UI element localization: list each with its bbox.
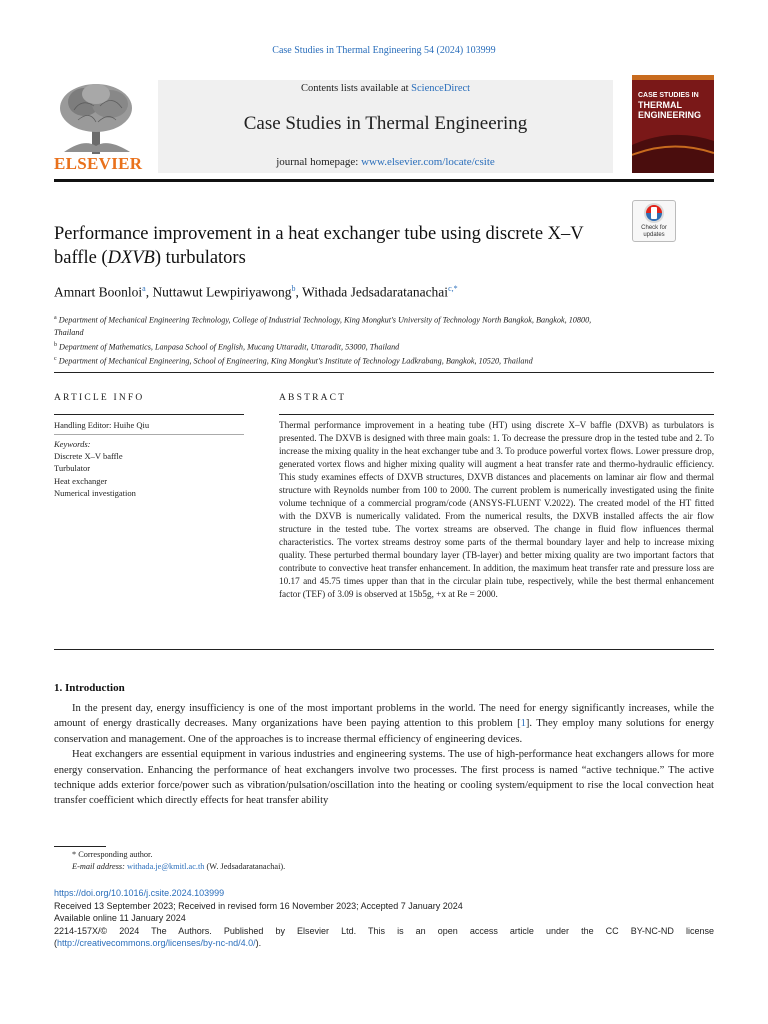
received-dates: Received 13 September 2023; Received in revised form 16 November 2023; Accepted 7 January 2024 bbox=[54, 900, 463, 911]
email-owner: (W. Jedsadaratanachai). bbox=[204, 861, 286, 871]
paragraph-text: In the present day, energy insufficiency is one of the most important problems in the world. The need for energy significantly increases, while the amount of energy drastically decreases. Many organizations have been paying attention to this problem [ bbox=[54, 703, 714, 730]
abstract-heading: ABSTRACT bbox=[279, 393, 347, 403]
article-info-heading: ARTICLE INFO bbox=[54, 393, 145, 403]
handling-editor: Handling Editor: Huihe Qiu bbox=[54, 420, 150, 430]
crossmark-icon bbox=[633, 201, 675, 225]
section-divider bbox=[54, 372, 714, 373]
sciencedirect-link[interactable]: ScienceDirect bbox=[411, 83, 471, 94]
keyword-item: Discrete X–V baffle bbox=[54, 451, 123, 462]
article-title-text-2: ) turbulators bbox=[154, 248, 246, 268]
affiliation-marker: c bbox=[54, 356, 57, 363]
elsevier-logo[interactable] bbox=[54, 80, 143, 176]
affiliations bbox=[54, 312, 614, 368]
keyword-item: Heat exchanger bbox=[54, 475, 108, 486]
check-for-updates-button[interactable] bbox=[632, 200, 676, 242]
affiliation-marker: b bbox=[54, 341, 57, 348]
author-name[interactable]: Amnart Boonloi bbox=[54, 284, 143, 300]
journal-cover-image[interactable] bbox=[632, 75, 714, 173]
section-heading-introduction: 1. Introduction bbox=[54, 682, 125, 694]
article-title-text-1: Performance improvement in a heat exchanger tube using discrete X–V baffle ( bbox=[54, 224, 584, 268]
doi-link[interactable]: https://doi.org/10.1016/j.csite.2024.103999 bbox=[54, 888, 225, 898]
body-paragraph bbox=[54, 701, 714, 747]
email-label: E-mail address: bbox=[72, 861, 127, 871]
cover-graphic-icon bbox=[632, 75, 714, 173]
paragraph-text: ]. They employ many solutions for energy conservation and management. One of the approaches is to increase thermal efficiency of engineering devices. bbox=[54, 718, 714, 745]
corresponding-author-note: * Corresponding author. bbox=[72, 850, 153, 859]
footnotes bbox=[54, 849, 654, 872]
elsevier-tree-icon bbox=[54, 80, 140, 156]
license-statement: 2214-157X/© 2024 The Authors. Published by Elsevier Ltd. This is an open access article under the CC BY-NC-ND license bbox=[54, 925, 714, 936]
publication-info bbox=[54, 887, 714, 950]
introduction-body bbox=[54, 701, 714, 809]
article-info-divider bbox=[54, 414, 244, 415]
citation-link[interactable]: 1 bbox=[520, 718, 526, 730]
header-divider bbox=[54, 179, 714, 182]
check-for-updates-label: Check for updates bbox=[641, 225, 667, 238]
author-list: Amnart Boonloi$^a$, Nuttawut Lewpiriyawong$^b$, Withada Jedsadaratanachai$^{c,*}$ bbox=[54, 284, 458, 300]
article-title bbox=[54, 222, 629, 270]
affiliation-text: Department of Mechanical Engineering, School of Engineering, King Mongkut's Institute of Technology Ladkrabang, Bangkok, 10520, Thailand bbox=[58, 357, 533, 367]
cover-title-line-3: ENGINEERING bbox=[638, 110, 702, 120]
abstract-end-divider bbox=[54, 649, 714, 650]
journal-homepage-link[interactable]: www.elsevier.com/locate/csite bbox=[361, 156, 495, 168]
journal-reference[interactable]: Case Studies in Thermal Engineering 54 (2024) 103999 bbox=[272, 45, 496, 56]
keyword-item: Turbulator bbox=[54, 463, 91, 474]
footnote-divider bbox=[54, 846, 106, 847]
available-online: Available online 11 January 2024 bbox=[54, 913, 186, 924]
affiliation-text: Department of Mathematics, Lanpasa School of English, Mucang Uttaradit, Uttaradit, 53000, Thailand bbox=[59, 342, 400, 352]
author-affiliation-marker[interactable]: a bbox=[142, 284, 146, 293]
email-link[interactable]: withada.je@kmitl.ac.th bbox=[127, 861, 205, 871]
contents-prefix: Contents lists available at bbox=[300, 83, 412, 94]
author-affiliation-marker[interactable]: b bbox=[291, 284, 296, 293]
cover-title-line-1: CASE STUDIES IN bbox=[638, 92, 699, 99]
email-note bbox=[54, 861, 654, 873]
homepage-line bbox=[158, 156, 613, 168]
abstract-text: Thermal performance improvement in a heating tube (HT) using discrete X–V baffle (DXVB) as turbulators is presented. The DXVB is designed with three main goals: 1. To decrease the pressure drop in the tested tube and 2. To increase the mixing quality in the heat exchanger tube and 3. To produce powerful vortex flows. Lower pressure drop, generated vortex flows and higher mixing quality will augment a heat transfer rate and thermo-hydraulic efficiency. This study examines effects of DXVB structures, DXVB distances and placements on laminar air flow and thermal structure with Reynolds number from 100 to 2000. The current problem is numerically investigated using the finite volume technique of a commercial program/code (ANSYS-FLUENT V.2022). The created model of the HT fitted with the DXVB is numerically validated. From the numerical results, the DXVB installed affects the air flow structure in the tested tube. The vortex streams are observed. The change in fluid flow influences thermal characteristics. The vortex streams destroy some parts of the thermal boundary layer and help to increase mixing quality. These perturbed thermal boundary layer (TB-layer) and better mixing quality are two important factors that contribute to convective heat transfer enhancement. In addition, the maximum heat transfer rate and pressure loss are 10.17 and 45.75 times upper than that in the circular plain tube, respectively, while the best thermal enhancement factor (TEF) of 3.09 is observed at 15b5g, +x at Re = 2000. bbox=[279, 420, 714, 599]
author-name[interactable]: Nuttawut Lewpiriyawong bbox=[152, 284, 292, 300]
license-paren-open: ( bbox=[54, 938, 57, 949]
affiliation-item bbox=[54, 353, 614, 368]
keyword-item: Numerical investigation bbox=[54, 487, 136, 498]
homepage-prefix: journal homepage: bbox=[276, 156, 362, 168]
journal-header bbox=[158, 80, 613, 173]
license-link[interactable]: http://creativecommons.org/licenses/by-nc-nd/4.0/ bbox=[57, 938, 256, 949]
keywords bbox=[54, 438, 244, 499]
contents-line bbox=[158, 83, 613, 94]
affiliation-item bbox=[54, 312, 614, 339]
abstract-divider bbox=[279, 414, 714, 415]
journal-title: Case Studies in Thermal Engineering bbox=[243, 113, 528, 134]
keywords-heading: Keywords: bbox=[54, 439, 91, 449]
publisher-name: ELSEVIER bbox=[54, 154, 143, 173]
cover-title bbox=[638, 92, 710, 120]
license-paren-close: ). bbox=[255, 938, 262, 949]
body-paragraph: Heat exchangers are essential equipment in various industries and engineering systems. The use of high-performance heat exchangers allows for more energy conservation. Enhancing the performance of heat exchangers involve two processes. The first process is named “active technique.” The active technique adds exterior force/power such as vibration/pulsation/oscillation into the heating or cooling system/equipment to rise the local convection heat transfer coefficient which directly effects for heat transfer ability bbox=[54, 749, 714, 807]
keywords-divider bbox=[54, 434, 244, 435]
affiliation-text: Department of Mechanical Engineering Technology, College of Industrial Technology, King Mongkut's University of Technology North Bangkok, Bangkok, 10800, Thailand bbox=[54, 315, 592, 337]
affiliation-item bbox=[54, 339, 614, 354]
author-name[interactable]: Withada Jedsadaratanachai bbox=[302, 284, 449, 300]
author-affiliation-marker[interactable]: c,* bbox=[448, 284, 458, 293]
license-url-line bbox=[54, 937, 714, 950]
affiliation-marker: a bbox=[54, 315, 57, 321]
cover-title-line-2: THERMAL bbox=[638, 100, 682, 110]
article-title-acronym: DXVB bbox=[107, 248, 155, 268]
